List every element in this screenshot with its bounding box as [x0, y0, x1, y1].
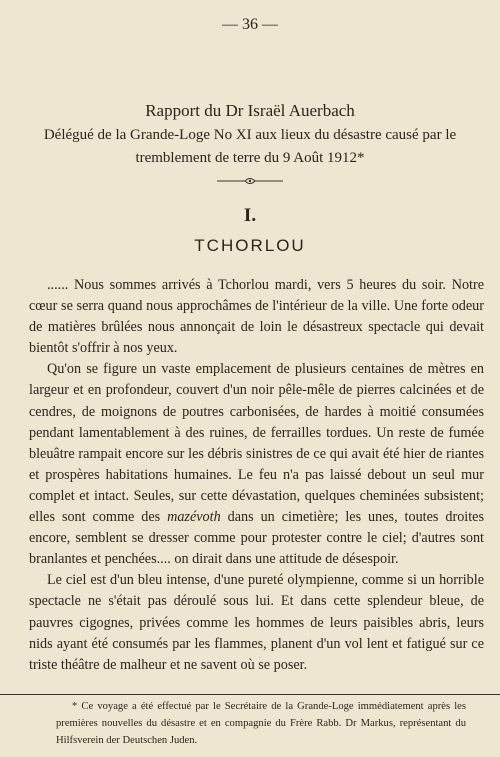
footnote-text: * Ce voyage a été effectué par le Secrétaire de la Grande-Loge immédiatement après les premières nouvelles du désastre et en compagnie du Frère Rabb. Dr Markus, représentant du Hilfsverein der Deutschen Juden. [56, 701, 466, 746]
report-subtitle: Délégué de la Grande-Loge No XI aux lieux du désastre causé par le tremblement de terre du 9 Août 1912* [43, 127, 457, 166]
paragraph [29, 359, 484, 570]
ornament-divider [215, 176, 285, 186]
paragraph-text: dans un cimetière; les unes, toutes droites encore, semblent se dresser comme pour protester contre le ciel; d'autres sont branlantes et penchées.... on dirait dans une attitude de désespoir. [29, 509, 484, 568]
paragraph-text: Qu'on se figure un vaste emplacement de plusieurs centaines de mètres en largeur et en profondeur, couvert d'un noir pêle-mêle de pierres calcinées et de cendres, de moignons de poutres carbonisées, de hardes à moitié consumées pendant lamentablement à des ruines, de ferrailles tordues. Un reste de fumée bleuâtre rampait encore sur les débris sinistres de ce qui avait été hier de riantes et prospères habitations humaines. Le feu n'a pas laissé debout un seul mur complet et intact. Seules, sur cette dévastation, quelques cheminées subsistent; elles sont comme des [29, 361, 484, 526]
section-heading: TCHORLOU [194, 236, 306, 255]
page-number: — 36 — [222, 16, 278, 33]
italic-term: mazévoth [167, 509, 221, 526]
body-text [29, 275, 484, 676]
report-title: Rapport du Dr Israël Auerbach [145, 101, 355, 120]
footnote-rule [0, 694, 500, 695]
footnote [56, 698, 466, 749]
paragraph: ...... Nous sommes arrivés à Tchorlou mardi, vers 5 heures du soir. Notre cœur se serra quand nous approchâmes de l'intérieur de la ville. Une forte odeur de matières brûlées nous annonçait de loin le désastreux spectacle qui devait bientôt s'offrir à nos yeux. [29, 277, 484, 357]
paragraph: Le ciel est d'un bleu intense, d'une pureté olympienne, comme si un horrible spectacle ne s'était pas déroulé sous lui. Et dans cette splendeur bleue, de pauvres cigognes, privées comme les hommes de leurs paisibles abris, leurs nids ayant été consumés par les flammes, planent d'un vol lent et fatigué sur ce triste théâtre de malheur et ne savent où se poser. [29, 572, 484, 673]
section-numeral: I. [243, 205, 257, 226]
